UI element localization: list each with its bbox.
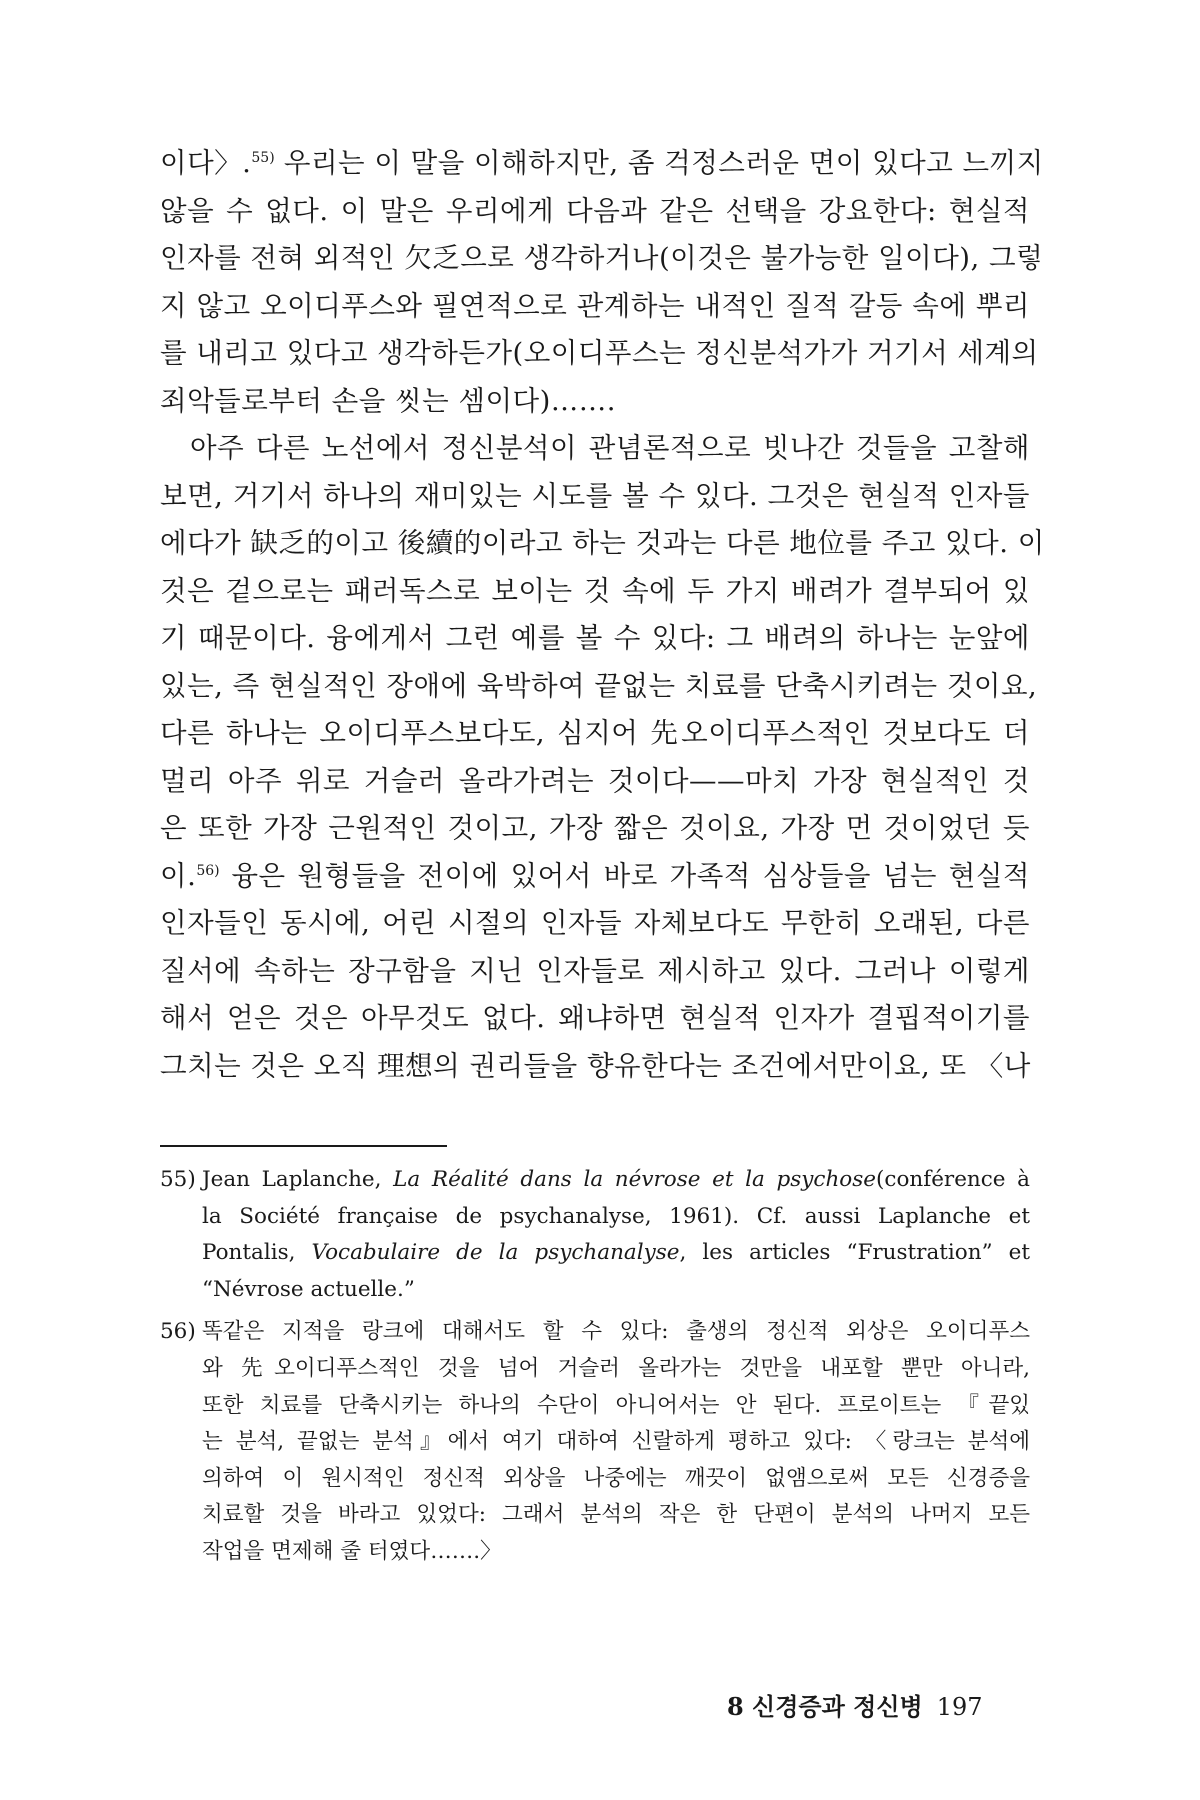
footnote-ref-55[interactable]: 55)	[251, 149, 275, 166]
text-line: 기 때문이다. 융에게서 그런 예를 볼 수 있다: 그 배려의 하나는 눈앞에	[160, 622, 1030, 654]
text-line: 않을 수 없다. 이 말은 우리에게 다음과 같은 선택을 강요한다: 현실적	[160, 194, 1030, 227]
book-title: Vocabulaire de la psychanalyse	[311, 1240, 680, 1266]
footnote-line: 똑같은 지적을 랑크에 대해서도 할 수 있다: 출생의 정신적 외상은 오이디푸스	[202, 1319, 1030, 1345]
text-line: 보면, 거기서 하나의 재미있는 시도를 볼 수 있다. 그것은 현실적 인자들	[160, 479, 1030, 512]
text-line: 지 않고 오이디푸스와 필연적으로 관계하는 내적인 질적 갈등 속에 뿌리	[160, 289, 1030, 322]
footnote-line: “Névrose actuelle.”	[202, 1276, 415, 1302]
paragraph-1	[160, 140, 1044, 425]
text-line: 해서 얻은 것은 아무것도 없다. 왜냐하면 현실적 인자가 결핍적이기를	[160, 1002, 1030, 1034]
text-line: 아주 다른 노선에서 정신분석이 관념론적으로 빗나간 것들을 고찰해	[190, 432, 1030, 464]
footnote-line: la Société française de psychanalyse, 1961). Cf. aussi Laplanche et	[202, 1203, 1030, 1229]
footnote-line: 는 분석, 끝없는 분석』에서 여기 대하여 신랄하게 평하고 있다: 〈랑크는 분석에	[202, 1429, 1030, 1455]
book-title: La Réalité dans la névrose et la psychose	[393, 1167, 877, 1192]
text-line: 있는, 즉 현실적인 장애에 육박하여 끝없는 치료를 단축시키려는 것이요,	[160, 669, 1038, 702]
page-number: 197	[936, 1693, 983, 1721]
text-line: 를 내리고 있다고 생각하든가(오이디푸스는 정신분석가가 거기서 세계의	[160, 337, 1039, 369]
footnote-line: 의하여 이 원시적인 정신적 외상을 나중에는 깨끗이 없앰으로써 모든 신경증을	[202, 1465, 1030, 1491]
footnote-line: 또한 치료를 단축시키는 하나의 수단이 아니어서는 안 된다. 프로이트는 『끝있	[202, 1392, 1030, 1418]
text-line: 은 또한 가장 근원적인 것이고, 가장 짧은 것이요, 가장 먼 것이었던 듯	[160, 812, 1030, 844]
footnote-line: Pontalis, Vocabulaire de la psychanalyse, les articles “Frustration” et	[202, 1240, 1030, 1266]
text-line: 죄악들로부터 손을 씻는 셈이다)…….	[160, 384, 617, 417]
footnote-line: 작업을 면제해 줄 터였다…….〉	[202, 1538, 502, 1564]
running-title: 8 신경증과 정신병	[727, 1692, 923, 1721]
text-line: 것은 겉으로는 패러독스로 보이는 것 속에 두 가지 배려가 결부되어 있	[160, 574, 1030, 607]
text-line: 에다가 缺乏的이고 後續的이라고 하는 것과는 다른 地位를 주고 있다. 이	[160, 527, 1045, 559]
footnote-number: 56)	[160, 1319, 196, 1345]
main-text	[160, 140, 1045, 1090]
text-line: 질서에 속하는 장구함을 지닌 인자들로 제시하고 있다. 그러나 이렇게	[160, 954, 1030, 987]
footnote-55	[160, 1162, 1030, 1308]
text-line: 이.$^{56)}$ 융은 원형들을 전이에 있어서 바로 가족적 심상들을 넘는 현실적	[160, 859, 1030, 892]
text-line: 이다〉.$^{55)}$ 우리는 이 말을 이해하지만, 좀 걱정스러운 면이 있다고 느끼지	[160, 147, 1044, 179]
footnote-ref-56[interactable]: 56)	[196, 862, 220, 879]
footnote-line: 치료할 것을 바라고 있었다: 그래서 분석의 작은 한 단편이 분석의 나머지 모든	[202, 1502, 1030, 1528]
footnote-line: Jean Laplanche, La Réalité dans la névrose et la psychose(conférence à	[202, 1167, 1030, 1192]
text-line: 그치는 것은 오직 理想의 권리들을 향유한다는 조건에서만이요, 또 〈나	[160, 1049, 1031, 1082]
footnote-line: 와 先오이디푸스적인 것을 넘어 거슬러 올라가는 것만을 내포할 뿐만 아니라,	[202, 1355, 1030, 1381]
footnote-number: 55)	[160, 1167, 196, 1192]
text-line: 멀리 아주 위로 거슬러 올라가려는 것이다——마치 가장 현실적인 것	[160, 764, 1030, 797]
text-line: 인자들인 동시에, 어린 시절의 인자들 자체보다도 무한히 오래된, 다른	[160, 907, 1030, 939]
footnote-56	[160, 1314, 1030, 1570]
page-footer	[727, 1687, 983, 1722]
paragraph-2	[160, 425, 1045, 1090]
footnote-divider	[160, 1145, 447, 1147]
text-line: 인자를 전혀 외적인 欠乏으로 생각하거나(이것은 불가능한 일이다), 그렇	[160, 242, 1044, 274]
footnotes	[160, 1162, 1030, 1571]
text-line: 다른 하나는 오이디푸스보다도, 심지어 先오이디푸스적인 것보다도 더	[160, 717, 1030, 749]
